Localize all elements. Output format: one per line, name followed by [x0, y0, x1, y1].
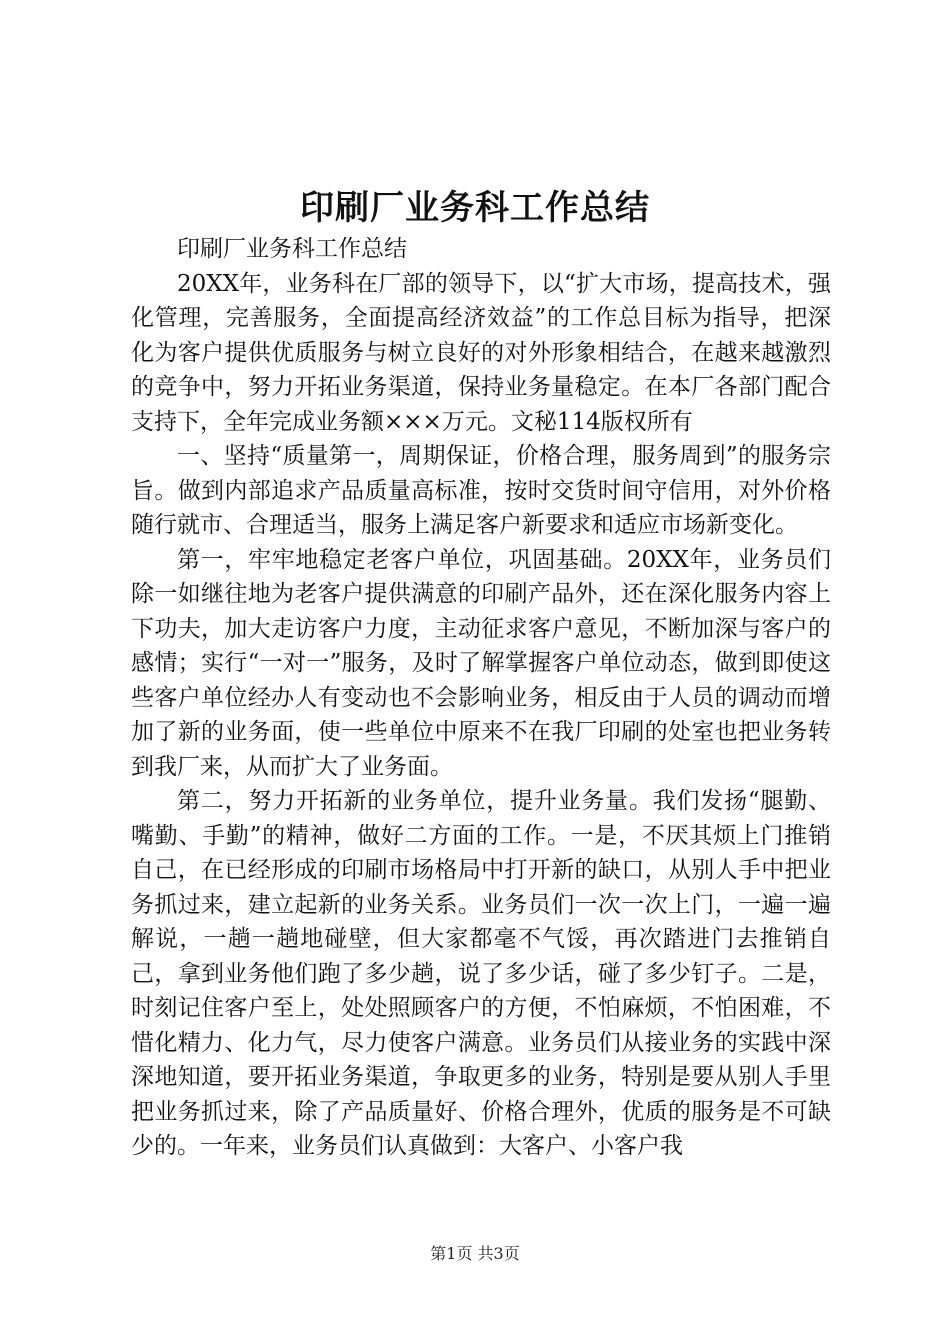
- paragraph-intro: 20XX年，业务科在厂部的领导下，以“扩大市场，提高技术，强化管理，完善服务，全面提高经济效益”的工作总目标为指导，把深化为客户提供优质服务与树立良好的对外形象相结合，在越来越激烈的竞争中，努力开拓业务渠道，保持业务量稳定。在本厂各部门配合支持下，全年完成业务额×××万元。文秘114版权所有: [131, 270, 831, 435]
- document-title: 印刷厂业务科工作总结: [300, 188, 650, 228]
- paragraph-second-point: 第二，努力开拓新的业务单位，提升业务量。我们发扬“腿勤、嘴勤、手勤”的精神，做好二方面的工作。一是，不厌其烦上门推销自己，在已经形成的印刷市场格局中打开新的缺口，从别人手中把业务抓过来，建立起新的业务关系。业务员们一次一次上门，一遍一遍解说，一趟一趟地碰壁，但大家都毫不气馁，再次踏进门去推销自己，拿到业务他们跑了多少趟，说了多少话，碰了多少钉子。二是，时刻记住客户至上，处处照顾客户的方便，不怕麻烦，不怕困难，不惜化精力、化力气，尽力使客户满意。业务员们从接业务的实践中深深地知道，要开拓业务渠道，争取更多的业务，特别是要从别人手里把业务抓过来，除了产品质量好、价格合理外，优质的服务是不可缺少的。一年来，业务员们认真做到：大客户、小客户我: [131, 788, 831, 1159]
- paragraph-first-point: 第一，牢牢地稳定老客户单位，巩固基础。20XX年，业务员们除一如继往地为老客户提供满意的印刷产品外，还在深化服务内容上下功夫，加大走访客户力度，主动征求客户意见，不断加深与客户的感情；实行“一对一”服务，及时了解掌握客户单位动态，做到即使这些客户单位经办人有变动也不会影响业务，相反由于人员的调动而增加了新的业务面，使一些单位中原来不在我厂印刷的处室也把业务转到我厂来，从而扩大了业务面。: [131, 546, 831, 780]
- paragraph-subtitle: 印刷厂业务科工作总结: [177, 236, 407, 262]
- page-footer: 第1页 共3页: [430, 1244, 520, 1263]
- document-body: [131, 232, 831, 1164]
- paragraph-section-one: 一、坚持“质量第一，周期保证，价格合理，服务周到”的服务宗旨。做到内部追求产品质量高标准，按时交货时间守信用，对外价格随行就市、合理适当，服务上满足客户新要求和适应市场新变化。: [131, 443, 831, 538]
